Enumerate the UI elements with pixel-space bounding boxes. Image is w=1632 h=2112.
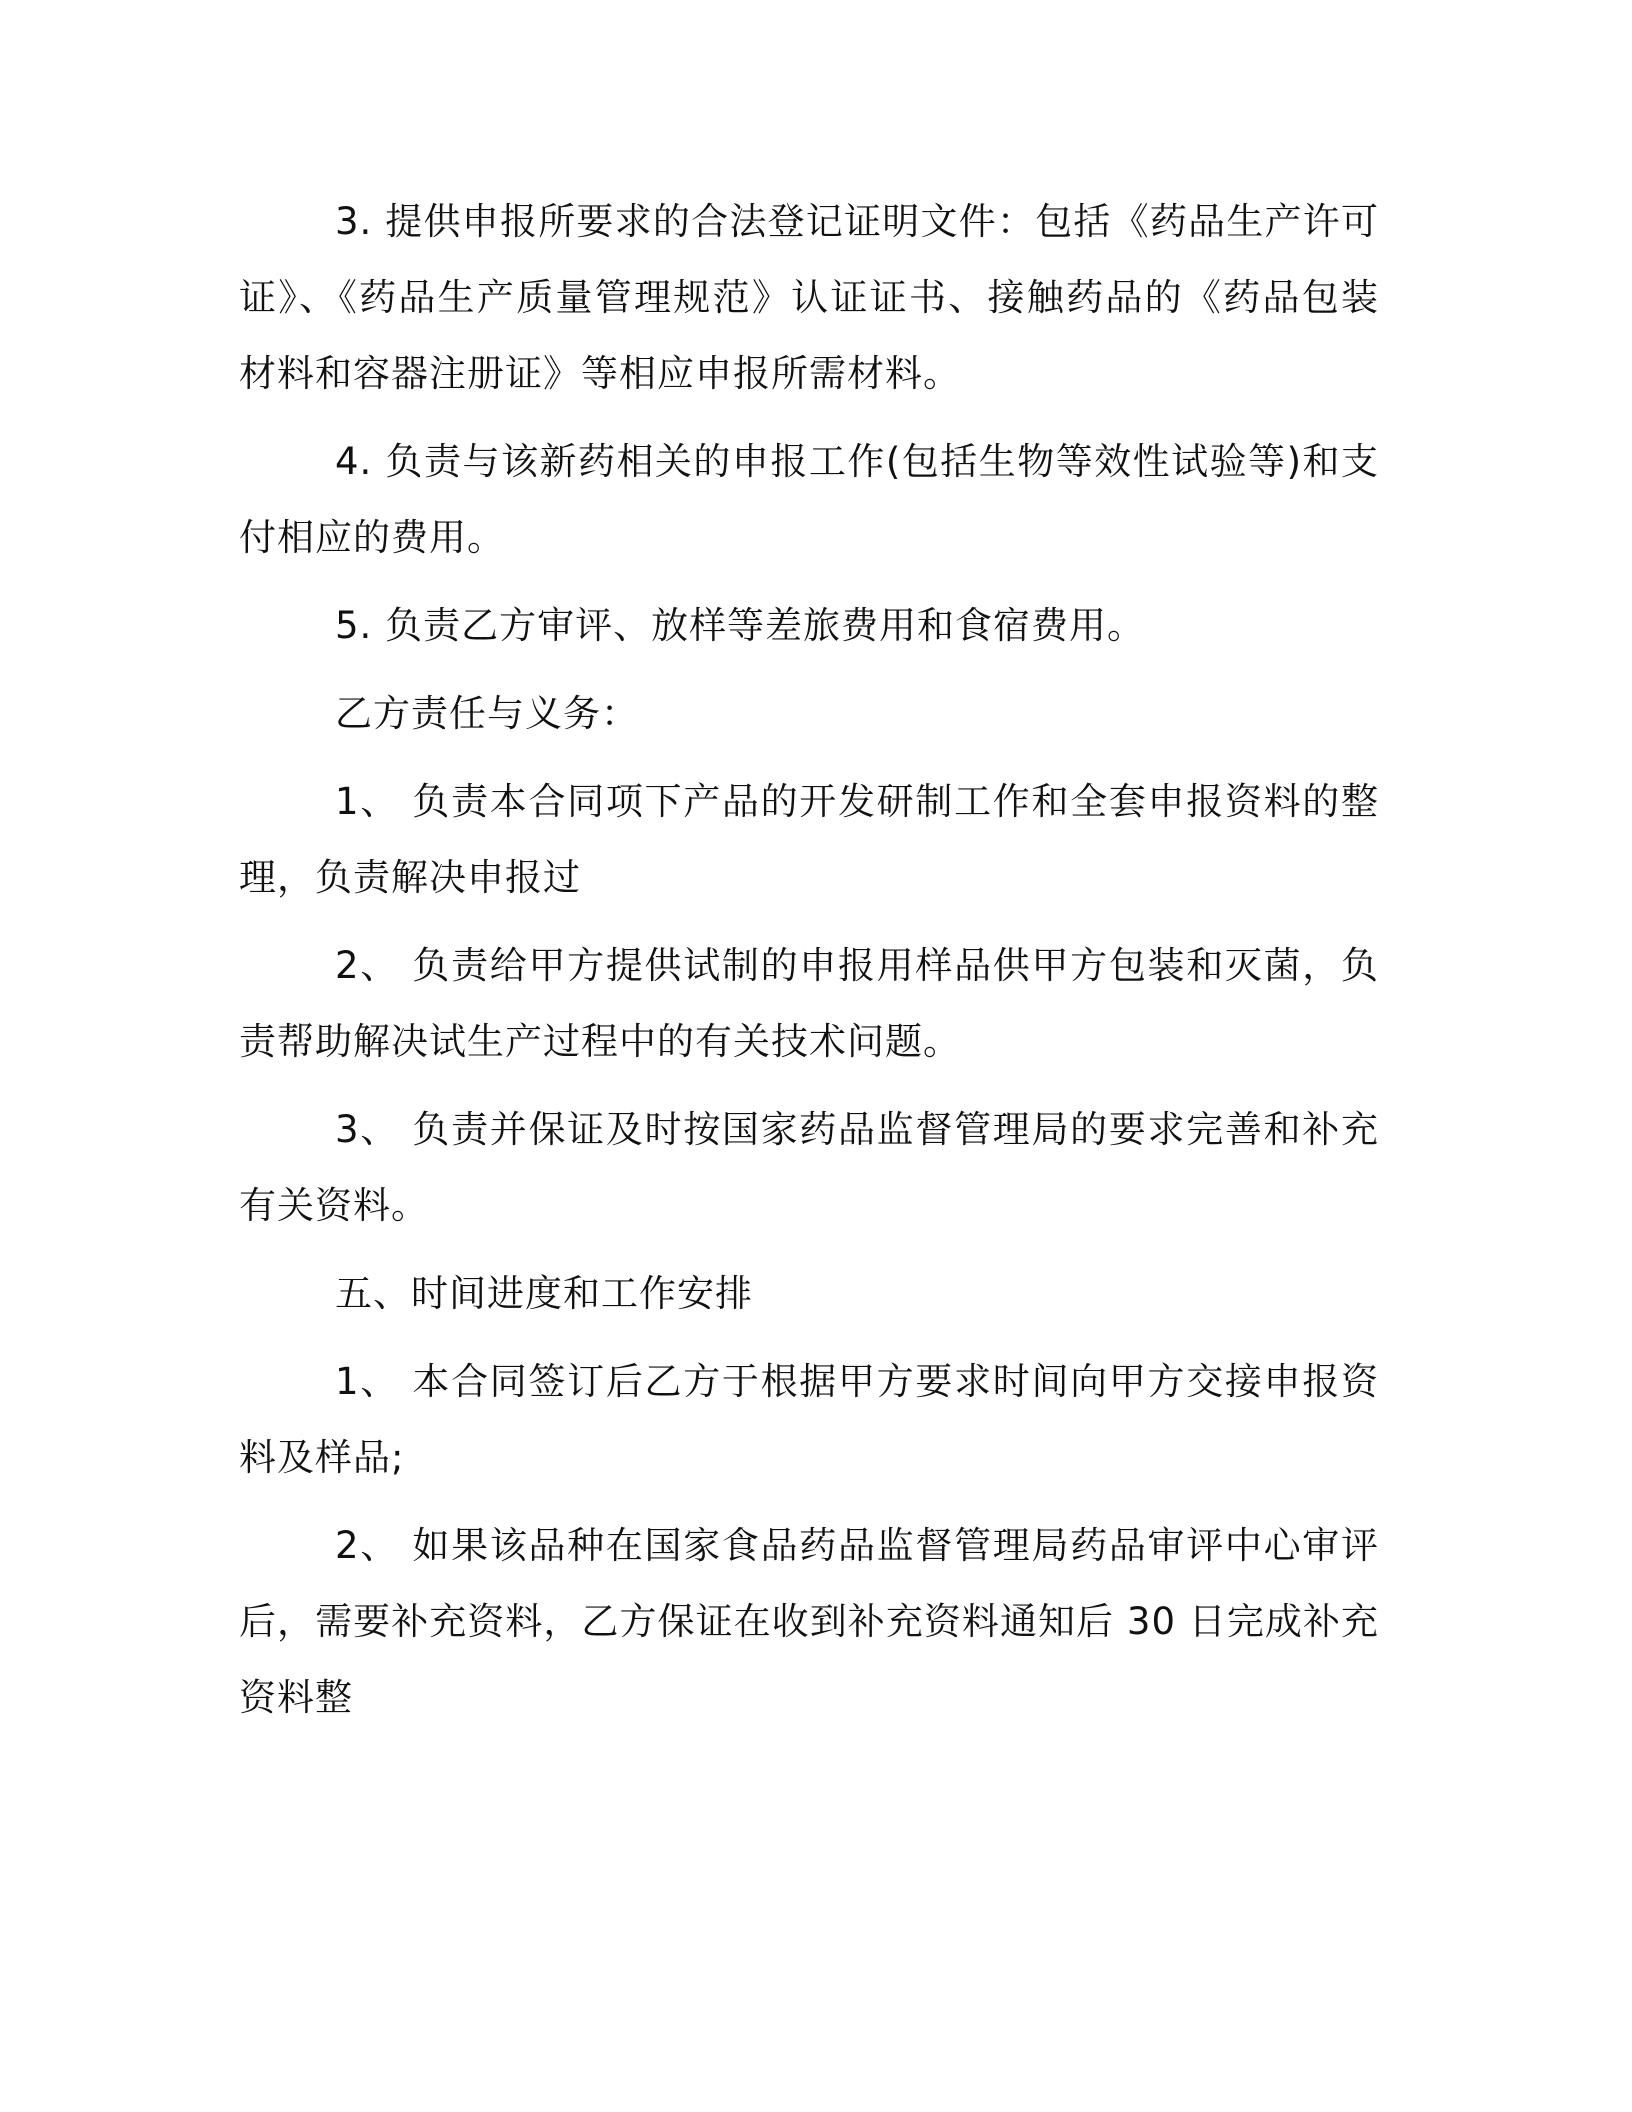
paragraph-party-a-item-3: 3. 提供申报所要求的合法登记证明文件：包括《药品生产许可证》、《药品生产质量管理规范》认证证书、接触药品的《药品包装材料和容器注册证》等相应申报所需材料。 [239,200,1379,395]
paragraph-party-b-item-1: 1、 负责本合同项下产品的开发研制工作和全套申报资料的整理，负责解决申报过 [239,780,1379,899]
paragraph-party-a-item-5: 5. 负责乙方审评、放样等差旅费用和食宿费用。 [335,604,1146,647]
heading-party-b-duties: 乙方责任与义务： [335,692,639,735]
paragraph-party-b-item-3: 3、 负责并保证及时按国家药品监督管理局的要求完善和补充有关资料。 [239,1108,1379,1227]
document-body [239,184,1379,1748]
heading-section-5: 五、时间进度和工作安排 [335,1272,753,1315]
paragraph-party-b-item-2: 2、 负责给甲方提供试制的申报用样品供甲方包装和灭菌，负责帮助解决试生产过程中的有关技术问题。 [239,944,1379,1063]
paragraph-party-a-item-4: 4. 负责与该新药相关的申报工作(包括生物等效性试验等)和支付相应的费用。 [239,440,1379,559]
paragraph-schedule-item-2: 2、 如果该品种在国家食品药品监督管理局药品审评中心审评后，需要补充资料，乙方保证在收到补充资料通知后 30 日完成补充资料整 [239,1524,1379,1719]
paragraph-schedule-item-1: 1、 本合同签订后乙方于根据甲方要求时间向甲方交接申报资料及样品; [239,1360,1379,1479]
